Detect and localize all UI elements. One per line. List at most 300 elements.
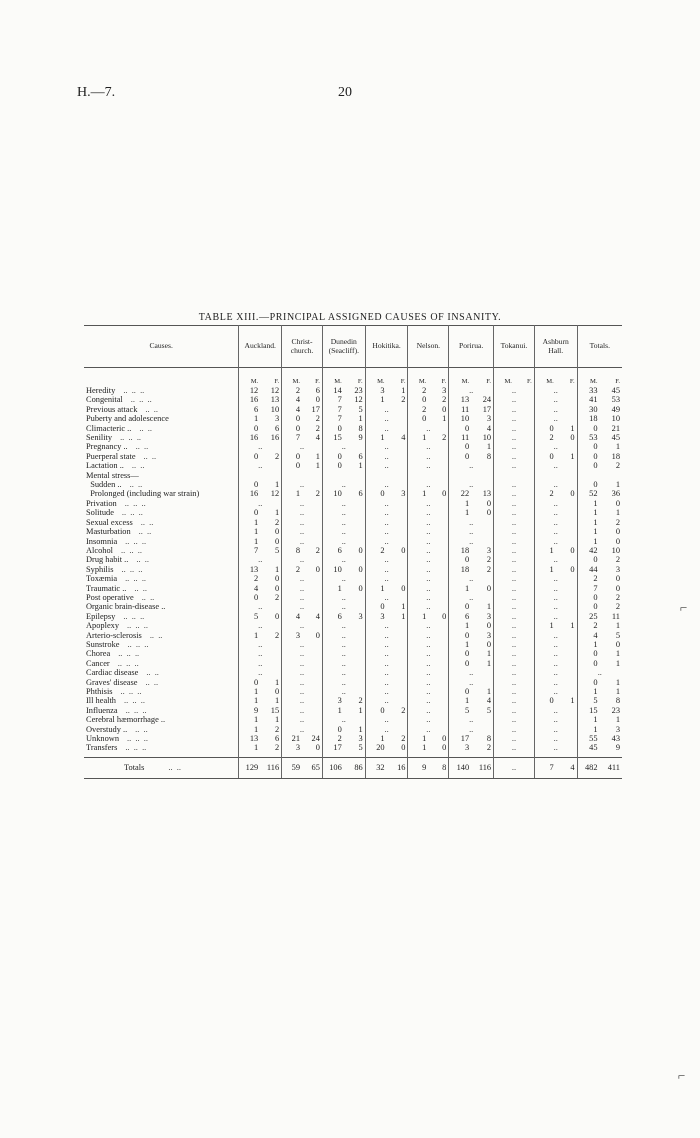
table-row bbox=[84, 508, 622, 517]
female-value: 0 bbox=[274, 527, 280, 537]
male-value: 1 bbox=[449, 508, 471, 517]
female-value: 1 bbox=[486, 602, 492, 612]
female-value: 2 bbox=[401, 734, 406, 744]
male-value: 42 bbox=[577, 546, 599, 555]
leader-dots: .. .. bbox=[140, 517, 154, 527]
male-value: 482 bbox=[577, 757, 599, 778]
empty-value: .. bbox=[494, 386, 535, 395]
empty-value: .. bbox=[239, 649, 282, 658]
leader-dots: .. .. bbox=[135, 442, 149, 452]
causes-of-insanity-table bbox=[84, 325, 622, 779]
female-value: 0 bbox=[358, 545, 363, 555]
empty-value: .. bbox=[494, 489, 535, 498]
empty-value: .. bbox=[365, 499, 408, 508]
male-value: 9 bbox=[239, 706, 260, 715]
cause-label bbox=[84, 649, 239, 658]
empty-value: .. bbox=[282, 527, 323, 536]
sex-label: M. bbox=[322, 368, 343, 387]
empty-value: .. bbox=[534, 584, 577, 593]
female-value: 1 bbox=[442, 414, 447, 424]
cause-label bbox=[84, 424, 239, 433]
table-row bbox=[84, 461, 622, 470]
male-value: 0 bbox=[577, 480, 599, 489]
empty-value: .. bbox=[494, 518, 535, 527]
empty-value: .. bbox=[494, 725, 535, 734]
empty-value: .. bbox=[322, 659, 365, 668]
cause-name: Graves' disease bbox=[86, 677, 138, 687]
leader-dots: .. .. bbox=[129, 480, 143, 490]
male-value: 3 bbox=[322, 696, 343, 705]
male-value: 6 bbox=[239, 405, 260, 414]
cause-label bbox=[84, 696, 239, 705]
male-value: 41 bbox=[577, 395, 599, 404]
male-value: 22 bbox=[449, 489, 471, 498]
empty-value: .. bbox=[534, 659, 577, 668]
male-value: 1 bbox=[239, 725, 260, 734]
cause-name: Cerebral hæmorrhage .. bbox=[86, 715, 166, 725]
table-row bbox=[84, 631, 622, 640]
female-value: 18 bbox=[611, 451, 620, 461]
empty-value: .. bbox=[534, 668, 577, 677]
institution-header: Christ-church. bbox=[282, 326, 323, 368]
cause-name: Sexual excess bbox=[86, 517, 133, 527]
male-value: 0 bbox=[239, 508, 260, 517]
empty-value: .. bbox=[494, 734, 535, 743]
male-value: 7 bbox=[577, 584, 599, 593]
female-value: 3 bbox=[486, 545, 492, 555]
table-row bbox=[84, 386, 622, 395]
female-value: 1 bbox=[358, 705, 363, 715]
male-value: 0 bbox=[534, 452, 555, 461]
male-value: 2 bbox=[282, 386, 302, 395]
empty-value: .. bbox=[494, 706, 535, 715]
female-value: 1 bbox=[401, 602, 406, 612]
empty-value: .. bbox=[494, 546, 535, 555]
leader-dots: .. .. .. bbox=[120, 687, 142, 696]
female-value: 0 bbox=[615, 527, 620, 537]
female-value: 0 bbox=[358, 564, 363, 574]
female-value: 0 bbox=[486, 583, 492, 593]
female-value: 0 bbox=[615, 574, 620, 584]
cause-name: Influenza bbox=[86, 705, 118, 715]
empty-value: .. bbox=[239, 442, 282, 451]
empty-value: .. bbox=[534, 508, 577, 517]
table-row bbox=[84, 640, 622, 649]
male-value: 0 bbox=[322, 452, 343, 461]
empty-value: .. bbox=[534, 386, 577, 395]
sex-label-row bbox=[84, 368, 622, 387]
sex-label: F. bbox=[400, 377, 406, 385]
male-value: 1 bbox=[239, 743, 260, 752]
male-value: 45 bbox=[577, 743, 599, 752]
cause-name: Cardiac disease bbox=[86, 668, 139, 678]
female-value: 0 bbox=[401, 583, 406, 593]
table-row bbox=[84, 612, 622, 621]
table-row bbox=[84, 537, 622, 546]
female-value: 6 bbox=[358, 489, 363, 499]
male-value: 9 bbox=[408, 757, 428, 778]
institution-header: Nelson. bbox=[408, 326, 449, 368]
male-value: 1 bbox=[408, 433, 428, 442]
male-value: 3 bbox=[365, 386, 386, 395]
male-value: 0 bbox=[239, 593, 260, 602]
male-value: 1 bbox=[534, 546, 555, 555]
empty-value: .. bbox=[534, 461, 577, 470]
empty-value: .. bbox=[365, 678, 408, 687]
empty-value: .. bbox=[365, 508, 408, 517]
leader-dots: .. .. .. bbox=[125, 536, 147, 546]
empty-value: .. bbox=[449, 518, 494, 527]
empty-value: .. bbox=[322, 499, 365, 508]
male-value: 33 bbox=[577, 386, 599, 395]
empty-value: .. bbox=[322, 649, 365, 658]
blank-cell bbox=[365, 471, 408, 480]
empty-value: .. bbox=[494, 743, 535, 752]
empty-value: .. bbox=[534, 527, 577, 536]
margin-mark: ⌐ bbox=[678, 1068, 686, 1083]
female-value: 3 bbox=[358, 611, 363, 621]
male-value: 0 bbox=[282, 452, 302, 461]
empty-value: .. bbox=[449, 386, 494, 395]
empty-value: .. bbox=[365, 696, 408, 705]
empty-value: .. bbox=[365, 424, 408, 433]
cause-name: Syphilis bbox=[86, 564, 114, 574]
cause-label bbox=[84, 602, 239, 611]
empty-value: .. bbox=[282, 584, 323, 593]
male-value: 2 bbox=[577, 621, 599, 630]
empty-value: .. bbox=[365, 442, 408, 451]
empty-value: .. bbox=[408, 442, 449, 451]
empty-value: .. bbox=[365, 631, 408, 640]
leader-dots: .. .. .. bbox=[127, 639, 149, 649]
female-value: 2 bbox=[274, 517, 280, 527]
female-value: 43 bbox=[611, 734, 620, 744]
empty-value: .. bbox=[408, 527, 449, 536]
cause-label bbox=[84, 527, 239, 536]
empty-value: .. bbox=[494, 395, 535, 404]
female-value: 17 bbox=[482, 404, 492, 414]
empty-value: .. bbox=[365, 640, 408, 649]
female-value: 2 bbox=[315, 423, 320, 433]
empty-value: .. bbox=[322, 640, 365, 649]
empty-value: .. bbox=[365, 659, 408, 668]
table-caption: TABLE XIII.—PRINCIPAL ASSIGNED CAUSES OF INSANITY. bbox=[198, 312, 502, 323]
male-value: 0 bbox=[577, 452, 599, 461]
empty-value: .. bbox=[408, 574, 449, 583]
female-value: 1 bbox=[358, 461, 363, 471]
empty-value: .. bbox=[282, 537, 323, 546]
empty-value: .. bbox=[449, 480, 494, 489]
empty-value: .. bbox=[408, 687, 449, 696]
empty-value: .. bbox=[494, 696, 535, 705]
blank-cell bbox=[577, 471, 622, 480]
female-value: 0 bbox=[570, 489, 575, 499]
empty-value: .. bbox=[449, 593, 494, 602]
male-value: 1 bbox=[577, 725, 599, 734]
female-value: 1 bbox=[615, 442, 620, 452]
male-value: 0 bbox=[577, 602, 599, 611]
male-value: 1 bbox=[408, 734, 428, 743]
cause-name: Senility bbox=[86, 433, 113, 443]
empty-value: .. bbox=[408, 725, 449, 734]
empty-value: .. bbox=[282, 668, 323, 677]
empty-value: .. bbox=[365, 480, 408, 489]
male-value: 2 bbox=[322, 734, 343, 743]
empty-value: .. bbox=[494, 659, 535, 668]
leader-dots: .. .. .. bbox=[130, 395, 152, 405]
empty-value: .. bbox=[534, 631, 577, 640]
cause-label bbox=[84, 621, 239, 630]
female-value: 9 bbox=[615, 743, 620, 753]
cause-name: Heredity bbox=[86, 386, 116, 395]
female-value: 1 bbox=[570, 621, 575, 631]
table-row bbox=[84, 527, 622, 536]
male-value: 0 bbox=[239, 424, 260, 433]
male-value: 0 bbox=[577, 678, 599, 687]
female-value: 0 bbox=[486, 621, 492, 631]
empty-value: .. bbox=[534, 499, 577, 508]
cause-name: Post operative bbox=[86, 592, 134, 602]
male-value: 0 bbox=[239, 452, 260, 461]
cause-name: Arterio-sclerosis bbox=[86, 630, 142, 640]
male-value: 0 bbox=[322, 424, 343, 433]
male-value: 1 bbox=[577, 508, 599, 517]
empty-value: .. bbox=[282, 499, 323, 508]
female-value: 3 bbox=[401, 489, 406, 499]
female-value: 3 bbox=[486, 611, 492, 621]
male-value: 18 bbox=[577, 414, 599, 423]
sex-label: F. bbox=[615, 377, 620, 385]
cause-label bbox=[84, 405, 239, 414]
female-value: 1 bbox=[486, 442, 492, 452]
female-value: 12 bbox=[354, 395, 363, 405]
male-value: 11 bbox=[449, 433, 471, 442]
empty-value: .. bbox=[408, 602, 449, 611]
cause-label bbox=[84, 715, 239, 724]
female-value: 1 bbox=[615, 715, 620, 725]
cause-label bbox=[84, 687, 239, 696]
empty-value: .. bbox=[494, 424, 535, 433]
empty-value: .. bbox=[365, 687, 408, 696]
table-row bbox=[84, 687, 622, 696]
male-value: 0 bbox=[282, 414, 302, 423]
male-value: 1 bbox=[449, 499, 471, 508]
female-value: 0 bbox=[615, 639, 620, 649]
female-value: 4 bbox=[315, 611, 320, 621]
blank-cell bbox=[322, 471, 365, 480]
male-value: 1 bbox=[408, 743, 428, 752]
empty-value: .. bbox=[449, 537, 494, 546]
leader-dots: .. .. bbox=[135, 724, 148, 734]
male-value: 1 bbox=[449, 640, 471, 649]
empty-value: .. bbox=[322, 687, 365, 696]
cause-name: Privation bbox=[86, 498, 117, 508]
cause-name: Traumatic .. bbox=[86, 583, 127, 593]
blank-cell bbox=[449, 471, 494, 480]
female-value: 21 bbox=[611, 423, 620, 433]
empty-value: .. bbox=[494, 442, 535, 451]
female-value: 1 bbox=[615, 480, 620, 490]
empty-value: .. bbox=[408, 621, 449, 630]
table-row bbox=[84, 433, 622, 442]
empty-value: .. bbox=[534, 715, 577, 724]
male-value: 0 bbox=[449, 687, 471, 696]
empty-value: .. bbox=[239, 461, 282, 470]
empty-value: .. bbox=[365, 452, 408, 461]
cause-name: Unknown bbox=[86, 734, 120, 744]
totals-name: Totals bbox=[124, 763, 145, 773]
empty-value: .. bbox=[494, 574, 535, 583]
cause-label bbox=[84, 668, 239, 677]
empty-value: .. bbox=[322, 631, 365, 640]
cause-name: Puerperal state bbox=[86, 451, 136, 461]
female-value: 1 bbox=[615, 649, 620, 659]
leader-dots: .. .. .. bbox=[120, 433, 141, 443]
female-value: 116 bbox=[471, 757, 493, 778]
empty-value: .. bbox=[408, 480, 449, 489]
male-value: 1 bbox=[239, 537, 260, 546]
empty-value: .. bbox=[534, 725, 577, 734]
female-value: 411 bbox=[600, 757, 622, 778]
empty-value: .. bbox=[408, 696, 449, 705]
female-value: 1 bbox=[358, 414, 363, 424]
male-value: 16 bbox=[239, 395, 260, 404]
cause-name: Organic brain-disease .. bbox=[86, 602, 166, 612]
female-value: 0 bbox=[615, 536, 620, 546]
empty-value: .. bbox=[282, 508, 323, 517]
male-value: 1 bbox=[449, 621, 471, 630]
male-value: 0 bbox=[577, 555, 599, 564]
female-value: 2 bbox=[615, 555, 620, 565]
male-value: 2 bbox=[239, 574, 260, 583]
blank-cell bbox=[494, 471, 535, 480]
cause-name: Congenital bbox=[86, 395, 123, 405]
empty-value: .. bbox=[282, 555, 323, 564]
page-number: 20 bbox=[338, 85, 352, 100]
female-value: 0 bbox=[570, 564, 575, 574]
table-row bbox=[84, 414, 622, 423]
sex-label: F. bbox=[315, 377, 320, 385]
empty-value: .. bbox=[534, 602, 577, 611]
female-value: 1 bbox=[615, 658, 620, 668]
male-value: 1 bbox=[577, 527, 599, 536]
leader-dots: .. .. .. bbox=[125, 574, 146, 584]
male-value: 1 bbox=[365, 433, 386, 442]
male-value: 52 bbox=[577, 489, 599, 498]
empty-value: .. bbox=[282, 706, 323, 715]
male-value: 0 bbox=[449, 555, 471, 564]
empty-value: .. bbox=[534, 518, 577, 527]
female-value: 2 bbox=[486, 743, 492, 753]
female-value: 45 bbox=[611, 386, 620, 395]
female-value: 6 bbox=[358, 451, 363, 461]
empty-value: .. bbox=[408, 649, 449, 658]
empty-value: .. bbox=[534, 649, 577, 658]
male-value: 0 bbox=[577, 442, 599, 451]
empty-value: .. bbox=[534, 395, 577, 404]
male-value: 12 bbox=[239, 386, 260, 395]
empty-value: .. bbox=[494, 527, 535, 536]
male-value: 16 bbox=[239, 489, 260, 498]
empty-value: .. bbox=[534, 414, 577, 423]
male-value: 55 bbox=[577, 734, 599, 743]
male-value: 10 bbox=[322, 489, 343, 498]
empty-value: .. bbox=[494, 631, 535, 640]
cause-name: Alcohol bbox=[86, 545, 113, 555]
male-value: 0 bbox=[449, 452, 471, 461]
empty-value: .. bbox=[282, 725, 323, 734]
table-row bbox=[84, 649, 622, 658]
male-value: 1 bbox=[577, 715, 599, 724]
empty-value: .. bbox=[239, 659, 282, 668]
totals-row bbox=[84, 757, 622, 778]
empty-value: .. bbox=[239, 621, 282, 630]
empty-value: .. bbox=[365, 621, 408, 630]
empty-value: .. bbox=[282, 518, 323, 527]
male-value: 7 bbox=[282, 433, 302, 442]
female-value: 24 bbox=[482, 395, 492, 405]
empty-value: .. bbox=[322, 518, 365, 527]
empty-value: .. bbox=[322, 621, 365, 630]
empty-value: .. bbox=[239, 555, 282, 564]
empty-value: .. bbox=[449, 461, 494, 470]
institution-header: Ashburn Hall. bbox=[534, 326, 577, 368]
institution-header: Auckland. bbox=[239, 326, 282, 368]
cause-label bbox=[84, 452, 239, 461]
female-value: 8 bbox=[428, 757, 448, 778]
female-value: 1 bbox=[315, 461, 320, 471]
female-value: 0 bbox=[442, 743, 447, 753]
leader-dots: .. .. .. bbox=[121, 508, 143, 518]
table-row bbox=[84, 489, 622, 498]
female-value: 4 bbox=[486, 696, 492, 706]
female-value: 1 bbox=[486, 658, 492, 668]
male-value: 106 bbox=[322, 757, 343, 778]
female-value: 1 bbox=[274, 508, 280, 518]
empty-value: .. bbox=[494, 640, 535, 649]
male-value: 0 bbox=[365, 602, 386, 611]
male-value: 15 bbox=[322, 433, 343, 442]
empty-value: .. bbox=[282, 687, 323, 696]
cause-name: Insomnia bbox=[86, 536, 118, 546]
male-value: 1 bbox=[449, 584, 471, 593]
institution-header: Hokitika. bbox=[365, 326, 408, 368]
female-value: 24 bbox=[311, 734, 320, 744]
table-row bbox=[84, 593, 622, 602]
margin-mark: ⌐ bbox=[680, 600, 688, 615]
male-value: 15 bbox=[577, 706, 599, 715]
empty-value: .. bbox=[534, 687, 577, 696]
male-value: 25 bbox=[577, 612, 599, 621]
empty-value: .. bbox=[365, 414, 408, 423]
female-value: 65 bbox=[302, 757, 322, 778]
male-value: 8 bbox=[282, 546, 302, 555]
male-value: 32 bbox=[365, 757, 386, 778]
female-value: 0 bbox=[315, 395, 320, 405]
female-value: 10 bbox=[482, 433, 492, 443]
male-value: 17 bbox=[449, 734, 471, 743]
leader-dots: .. .. .. bbox=[118, 649, 140, 659]
empty-value: .. bbox=[494, 461, 535, 470]
cause-name: Sudden .. bbox=[86, 480, 122, 490]
male-value: 4 bbox=[239, 584, 260, 593]
empty-value: .. bbox=[365, 461, 408, 470]
male-value: 1 bbox=[239, 518, 260, 527]
male-value: 0 bbox=[282, 461, 302, 470]
male-value: 0 bbox=[282, 424, 302, 433]
empty-value: .. bbox=[282, 649, 323, 658]
female-value: 12 bbox=[270, 386, 280, 395]
